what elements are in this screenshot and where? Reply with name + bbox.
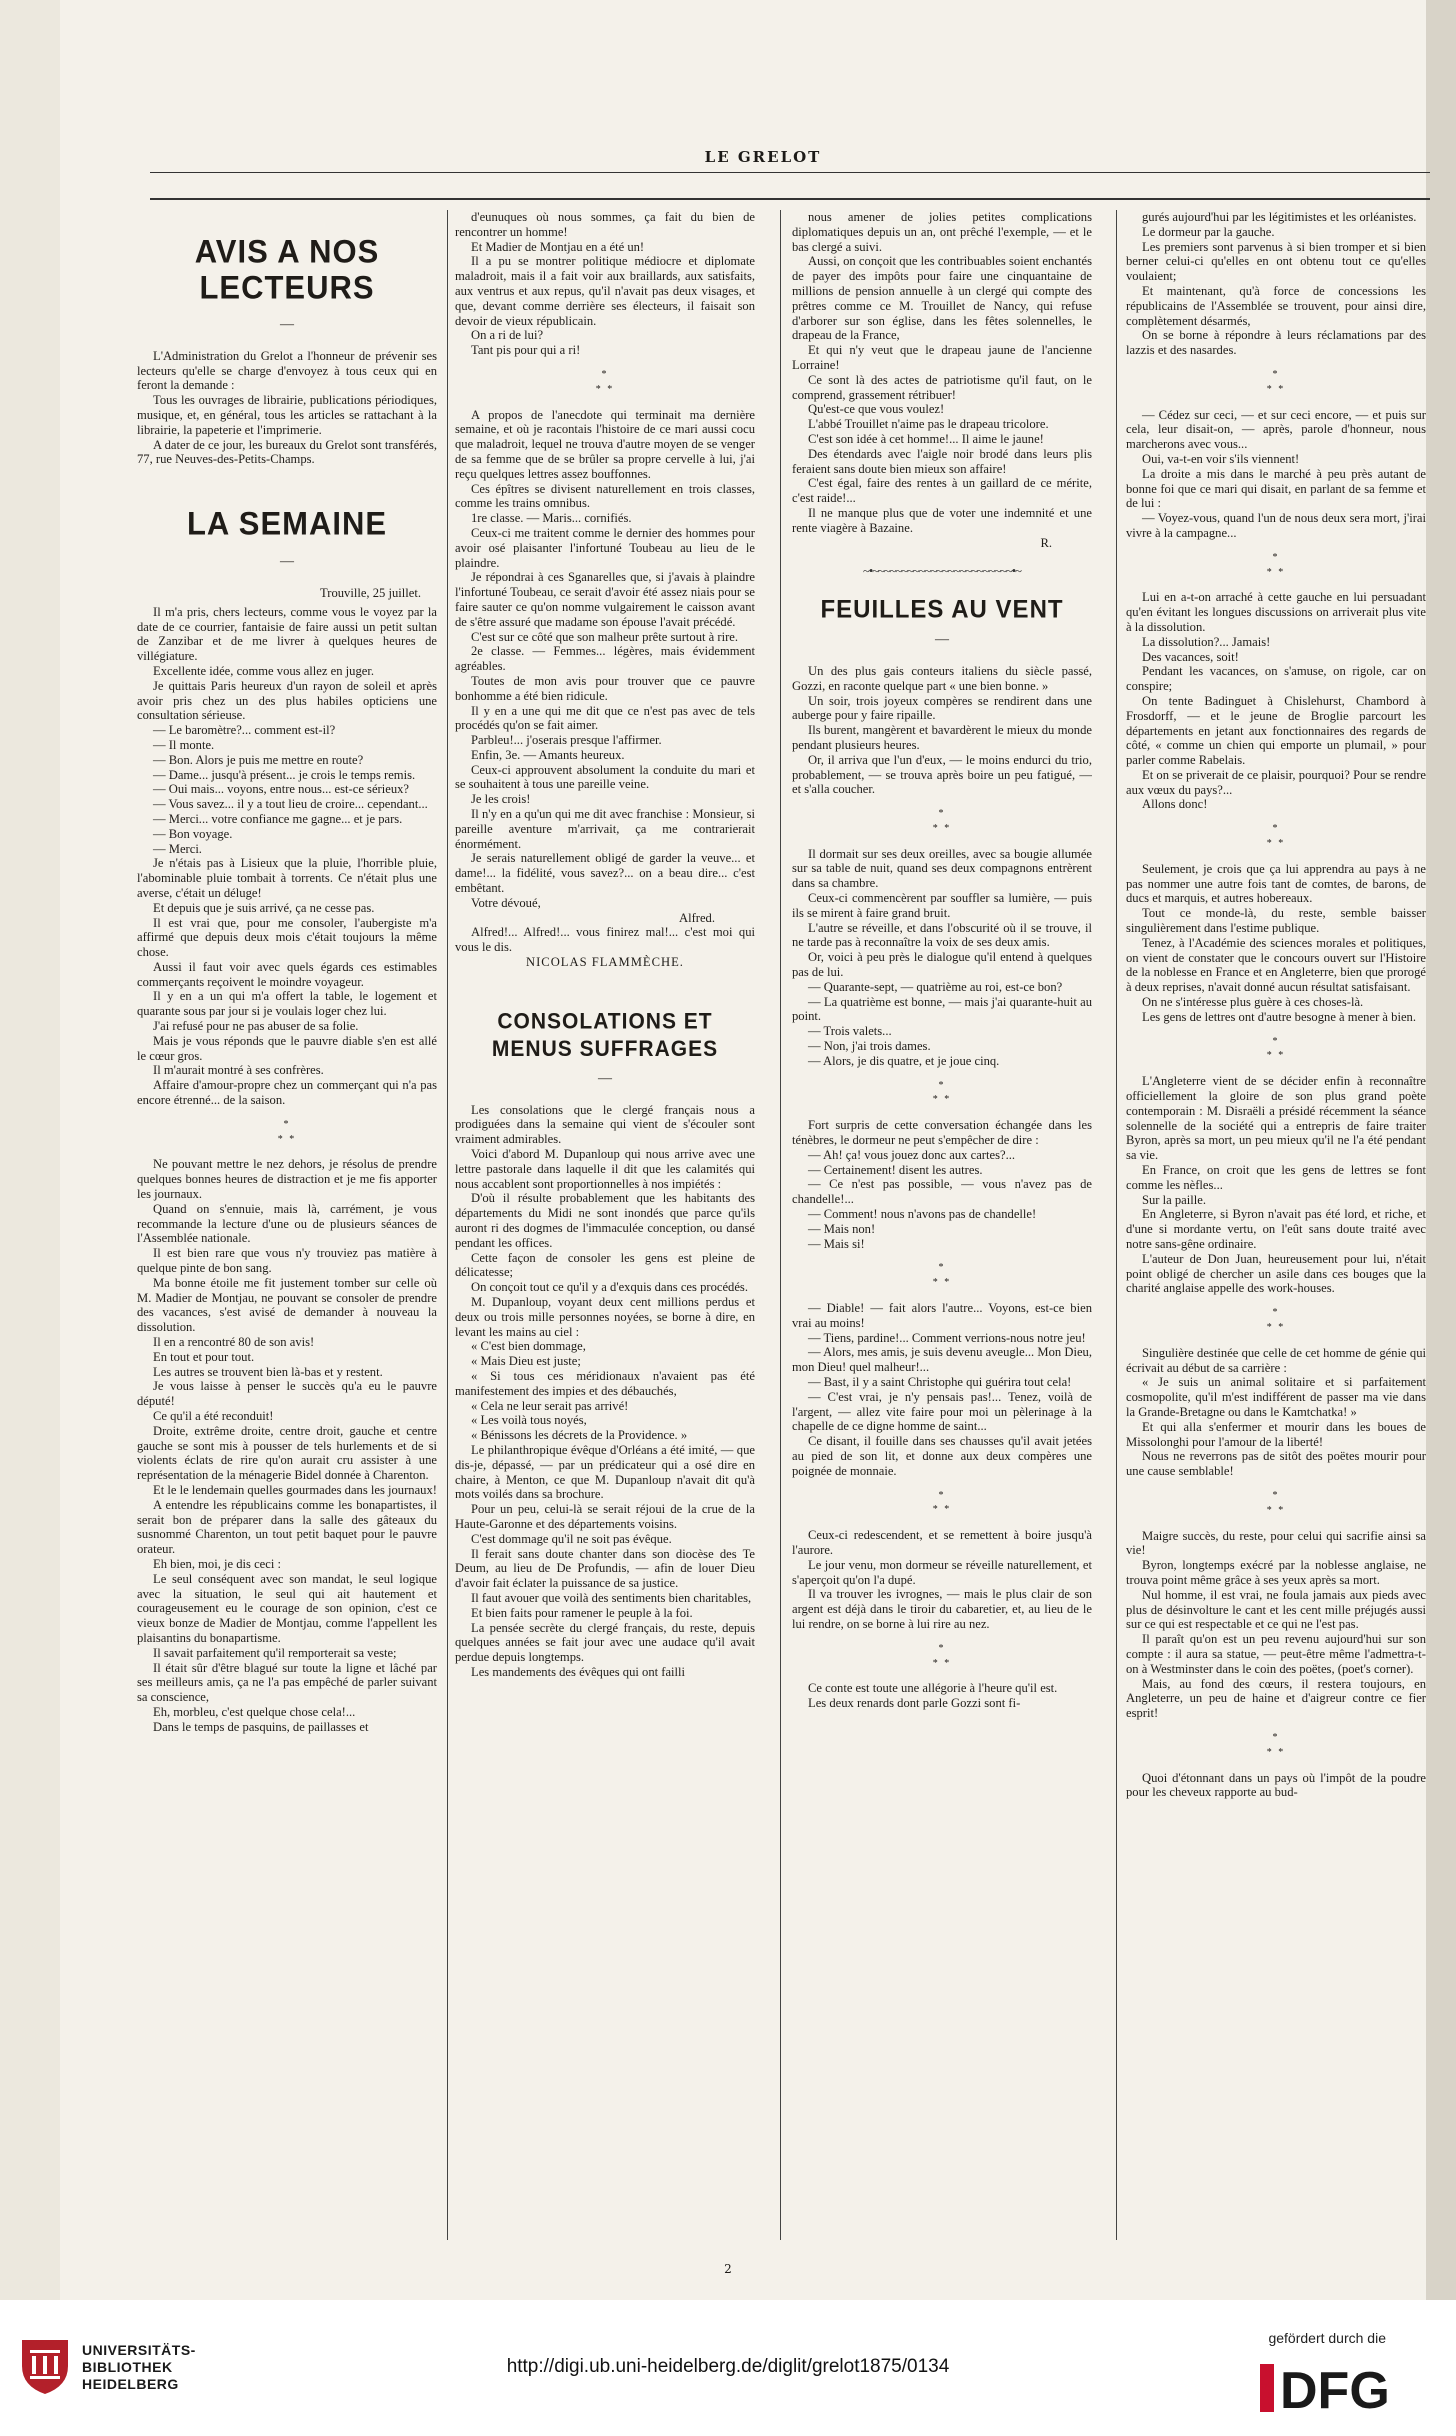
avis-heading: AVIS A NOS LECTEURS	[194, 233, 380, 306]
paragraph: — Ah! ça! vous jouez donc aux cartes?...	[808, 1147, 1016, 1162]
paragraph: — Trois valets...	[808, 1024, 892, 1039]
paragraph: Enfin, 3e. — Amants heureux.	[471, 747, 625, 762]
feuilles-continued-h	[1126, 1771, 1426, 1801]
dateline: Trouville, 25 juillet.	[320, 585, 421, 600]
paragraph: La pensée secrète du clergé français, du reste, depuis quelques années se fait jour avec une audace qu'il avait perdue depuis longtemps.	[455, 1620, 755, 1665]
paragraph: — Ce n'est pas possible, — vous n'avez pas de chandelle!...	[792, 1177, 1092, 1207]
paragraph: — Le baromètre?... comment est-il?	[153, 723, 336, 738]
separator-dash: —	[598, 1070, 612, 1086]
paragraph: — Dame... jusqu'à présent... je crois le temps remis.	[153, 767, 416, 782]
university-line: HEIDELBERG	[82, 2376, 179, 2392]
paragraph: Quoi d'étonnant dans un pays où l'impôt de la poudre pour les cheveux rapporte au bud-	[1126, 1770, 1426, 1800]
paragraph: « Si tous ces méridionaux n'avaient pas été manifestement des impies et des débauchés,	[455, 1368, 755, 1398]
paragraph: — Voyez-vous, quand l'un de nous deux sera mort, j'irai vivre à la campagne...	[1126, 511, 1426, 540]
paragraph: Eh, morbleu, c'est quelque chose cela!...	[153, 1704, 356, 1719]
paragraph: Il va trouver les ivrognes, — mais le plus clair de son argent est déjà dans le tiroir du cabaretier, et, au lieu de le lui rendre, on se borne à lui rire au nez.	[792, 1587, 1092, 1631]
paragraph: L'Administration du Grelot a l'honneur de prévenir ses lecteurs qu'elle se charge d'envoyez à tous ceux qui en feront la demande :	[137, 348, 437, 393]
paragraph: Ce qu'il a été reconduit!	[153, 1409, 274, 1423]
university-line: BIBLIOTHEK	[82, 2359, 173, 2375]
column-1	[137, 210, 437, 2240]
paragraph: M. Dupanloup, voyant deux cent millions perdus et deux ou trois mille personnes noyées, se borne à dire, en levant les mains au ciel :	[455, 1295, 755, 1339]
semaine-continued-a	[455, 210, 755, 358]
page-number: 2	[724, 2262, 732, 2276]
feuilles-continued-b	[1126, 408, 1426, 541]
section-stars: * * *	[932, 1262, 952, 1289]
digital-copy-url[interactable]: http://digi.ub.uni-heidelberg.de/diglit/grelot1875/0134	[506, 2356, 950, 2377]
feuilles-continued-g	[1126, 1529, 1426, 1721]
paragraph: Le philanthropique évêque d'Orléans a été imité, — que dis-je, dépassé, — par un prédicateur qui a osé dire en chaire, à Menton, ce que M. Dupanloup n'avait dit qu'à mots voilés dans sa brochure.	[455, 1442, 755, 1502]
paragraph: Singulière destinée que celle de cet homme de génie qui écrivait au début de sa carrière :	[1126, 1345, 1426, 1375]
paragraph: A dater de ce jour, les bureaux du Grelot sont transférés, 77, rue Neuves-des-Petits-Champs.	[137, 437, 437, 467]
feuilles-body-f	[792, 1681, 1092, 1711]
newspaper-header-title: LE GRELOT	[704, 148, 822, 166]
paragraph: Et qui alla s'enfermer et mourir dans les boues de Missolonghi pour l'amour de la liberté!	[1126, 1419, 1426, 1449]
section-stars: * * *	[932, 1642, 952, 1669]
paragraph: Lui en a-t-on arraché à cette gauche en lui persuadant qu'en évitant les longues discussions on arriverait plus vite à la dissolution.	[1126, 590, 1426, 634]
paragraph: Il était sûr d'être blagué sur toute la ligne et lâché par ses meilleurs amis, ça ne l'a pas empêché de parler suivant sa conscience,	[137, 1660, 437, 1705]
paragraph: Un soir, trois joyeux compères se rendirent dans une auberge pour y faire ripaille.	[792, 693, 1092, 723]
paragraph: Voici d'abord M. Dupanloup qui nous arrive avec une lettre pastorale dans laquelle il dit que les calamités qui nous accablent sont proportionnelles à nos impiétés :	[455, 1147, 755, 1191]
paragraph: Il en a rencontré 80 de son avis!	[153, 1335, 315, 1350]
university-line: UNIVERSITÄTS-	[82, 2342, 196, 2358]
separator-dash: —	[280, 317, 294, 332]
feuilles-body-d	[792, 1301, 1092, 1479]
paragraph: Le dormeur par la gauche.	[1142, 224, 1275, 239]
section-stars: * * *	[1266, 1731, 1286, 1758]
paragraph: — Alors, mes amis, je suis devenu aveugle... Mon Dieu, mon Dieu! quel malheur!...	[792, 1345, 1092, 1375]
paragraph: Et on se priverait de ce plaisir, pourquoi? Pour se rendre aux vœux du pays?...	[1126, 767, 1426, 797]
paragraph: Il savait parfaitement qu'il remporterait sa veste;	[153, 1645, 397, 1660]
paragraph: 2e classe. — Femmes... légères, mais évidemment agréables.	[455, 644, 755, 674]
section-stars: * * *	[932, 1079, 952, 1106]
paragraph: Droite, extrême droite, centre droit, gauche et centre gauche se sont mis à pousser de tels hurlements et de si violents éclats de rire qu'on aurait cru assister à une représentation de la ménagerie Bidel donnée à Charenton.	[137, 1423, 437, 1483]
paragraph: — Diable! — fait alors l'autre... Voyons, est-ce bien vrai au moins!	[792, 1301, 1092, 1330]
paragraph: Les autres se trouvent bien là-bas et y restent.	[153, 1364, 383, 1379]
paragraph: Fort surpris de cette conversation échangée dans les ténèbres, le dormeur ne peut s'empêcher de dire :	[792, 1118, 1092, 1148]
section-stars: * * *	[932, 1489, 952, 1516]
paragraph: Ce conte est toute une allégorie à l'heure qu'il est.	[808, 1681, 1058, 1696]
paragraph: — Mais si!	[808, 1236, 865, 1251]
paragraph: Mais je vous réponds que le pauvre diable s'en est allé le cœur gros.	[137, 1033, 437, 1063]
paragraph: Et le le lendemain quelles gourmades dans les journaux!	[153, 1482, 437, 1497]
feuilles-continued-a	[1126, 210, 1426, 358]
paragraph: — La quatrième est bonne, — mais j'ai quarante-huit au point.	[792, 994, 1092, 1024]
paragraph: Je quittais Paris heureux d'un rayon de soleil et après avoir pris chez un des plus habiles opticiens une consultation sérieuse.	[137, 678, 437, 723]
paragraph: Il y en a un qui m'a offert la table, le logement et quarante sous par jour si je voulais loger chez lui.	[137, 989, 437, 1019]
paragraph: D'où il résulte probablement que les habitants des départements du Midi ne sont inondés que parce qu'ils auront ri des dogmes de l'immaculée conception, ou dansé pendant les offices.	[455, 1191, 755, 1250]
paragraph: Je répondrai à ces Sganarelles que, si j'avais à plaindre l'infortuné Toubeau, ce serait d'avoir été assez niais pour se faire sauter ce qu'on nomme vulgairement le caisson avant de s'être assuré que madame son épouse l'avait précédé.	[455, 570, 755, 629]
paragraph: Tenez, à l'Académie des sciences morales et politiques, on vient de constater que le concours ouvert sur l'Histoire de la noblesse en France et en Angleterre, bien que prorogé à deux reprises, n'avait donné aucun résultat satisfaisant.	[1126, 935, 1426, 995]
paragraph: « C'est bien dommage,	[471, 1339, 586, 1354]
paragraph: La droite a mis dans le marché à peu près autant de bonne foi que ce mari qui disait, en parlant de sa femme et de lui :	[1126, 466, 1426, 511]
paragraph: Et depuis que je suis arrivé, ça ne cesse pas.	[153, 900, 375, 915]
paragraph: En tout et pour tout.	[153, 1349, 255, 1364]
section-stars: * * *	[1266, 1307, 1286, 1333]
section-stars: * * *	[595, 368, 615, 395]
paragraph: — C'est vrai, je n'y pensais pas!... Tenez, voilà de l'argent, — allez vite faire pour moi un pèlerinage à la chapelle de ce digne homme de saint...	[792, 1389, 1092, 1434]
page-left-margin	[0, 0, 60, 2300]
paragraph: C'est sur ce côté que son malheur prête surtout à rire.	[471, 629, 738, 644]
paragraph: Ces épîtres se divisent naturellement en trois classes, comme les trains omnibus.	[455, 481, 755, 511]
paragraph: En Angleterre, si Byron n'avait pas été lord, et riche, et d'une si mordante vertu, on l'eût sans doute traité avec notre sans-gêne ordinaire.	[1126, 1207, 1426, 1251]
paragraph: Il est vrai que, pour me consoler, l'aubergiste m'a affirmé que depuis deux mois c'était toujours la même chose.	[137, 915, 437, 960]
paragraph: Je serais naturellement obligé de garder la veuve... et dame!... la fidélité, vous savez?... on a beau dire... c'est embêtant.	[455, 851, 755, 896]
paragraph: Ne pouvant mettre le nez dehors, je résolus de prendre quelques bonnes heures de distraction et je me fis apporter les journaux.	[137, 1157, 437, 1202]
paragraph: Affaire d'amour-propre chez un commerçant qui n'a pas encore étrenné... de la saison.	[137, 1078, 437, 1108]
paragraph: — Alors, je dis quatre, et je joue cinq.	[808, 1053, 1000, 1068]
column-divider	[1116, 210, 1117, 2240]
page-right-edge	[1426, 0, 1456, 2300]
paragraph: Maigre succès, du reste, pour celui qui sacrifie ainsi sa vie!	[1126, 1528, 1426, 1558]
semaine-body-b	[137, 1157, 437, 1734]
paragraph: — Oui mais... voyons, entre nous... est-ce sérieux?	[153, 782, 410, 797]
column-divider	[447, 210, 448, 2240]
paragraph: Et maintenant, qu'à force de concessions les républicains de l'Assemblée se trouvent, pour ainsi dire, complètement désarmés,	[1126, 283, 1426, 328]
column-2	[455, 210, 755, 2240]
paragraph: Or, il arriva que l'un d'eux, — le moins endurci du trio, probablement, — se trouva après boire un peu fatigué, — et s'alla coucher.	[792, 752, 1092, 797]
paragraph: A propos de l'anecdote qui terminait ma dernière semaine, et où je racontais l'histoire de ce mari aussi cocu que maladroit, lequel ne trouva d'autre moyen de se venger de sa femme que de se brûler sa propre cervelle à lui, j'ai reçu quelques lettres assez bouffonnes.	[455, 407, 755, 481]
feuilles-continued-f	[1126, 1346, 1426, 1479]
paragraph: — Bast, il y a saint Christophe qui guérira tout cela!	[808, 1374, 1072, 1389]
paragraph: — Cédez sur ceci, — et sur ceci encore, — et puis sur cela, leur disait-on, — après, parole d'honneur, nous marcherons avec vous...	[1126, 407, 1426, 452]
feuilles-body-e	[792, 1528, 1092, 1632]
paragraph: 1re classe. — Maris... cornifiés.	[471, 511, 632, 526]
dfg-logo-icon	[1258, 2360, 1406, 2416]
column-4	[1126, 210, 1426, 2240]
paragraph: Il m'a pris, chers lecteurs, comme vous le voyez par la date de ce courrier, fantaisie de faire aussi un petit sultan de Zanzibar et de me livrer à quelques heures de villégiature.	[137, 604, 437, 664]
paragraph: L'abbé Trouillet n'aime pas le drapeau tricolore.	[808, 417, 1049, 432]
paragraph: Cette façon de consoler les gens est pleine de délicatesse;	[455, 1250, 755, 1280]
paragraph: J'ai refusé pour ne pas abuser de sa folie.	[153, 1019, 359, 1034]
section-stars: * * *	[1266, 551, 1286, 578]
paragraph: d'eunuques où nous sommes, ça fait du bien de rencontrer un homme!	[455, 210, 755, 239]
paragraph: Ce sont là des actes de patriotisme qu'il faut, on le comprend, grassement rétribuer!	[792, 372, 1092, 402]
header-rule-top	[150, 172, 1430, 173]
paragraph: Les consolations que le clergé français nous a prodiguées dans la semaine qui vient de s'écouler sont vraiment admirables.	[455, 1102, 755, 1147]
dfg-logo-text: DFG	[1280, 2362, 1390, 2416]
paragraph: « Bénissons les décrets de la Providence. »	[471, 1428, 688, 1443]
paragraph: — Certainement! disent les autres.	[808, 1162, 983, 1177]
paragraph: Dans le temps de pasquins, de paillasses et	[153, 1719, 369, 1734]
paragraph: nous amener de jolies petites complications diplomatiques depuis un an, ont prêché l'exemple, — et le bas clergé a suivi.	[792, 210, 1092, 254]
viewer-footer	[0, 2300, 1456, 2436]
separator-dash: —	[935, 632, 949, 648]
paragraph: Un des plus gais conteurs italiens du siècle passé, Gozzi, en raconte quelque part « une bien bonne. »	[792, 663, 1092, 693]
paragraph: Mais, au fond des cœurs, il restera toujours, en Angleterre, un peu de haine et d'aigreur contre ce fier esprit!	[1126, 1676, 1426, 1721]
section-stars: * * *	[932, 808, 952, 834]
paragraph: Il y en a une qui me dit que ce n'est pas avec de tels procédés qu'on se fait aimer.	[455, 703, 755, 733]
paragraph: — Comment! nous n'avons pas de chandelle!	[808, 1207, 1037, 1222]
consolations-continued	[792, 210, 1092, 536]
paragraph: — Mais non!	[808, 1221, 876, 1236]
paragraph: C'est son idée à cet homme!... Il aime le jaune!	[808, 431, 1044, 446]
paragraph: Il est bien rare que vous n'y trouviez pas matière à quelque pinte de bon sang.	[137, 1246, 437, 1276]
paragraph: Seulement, je crois que ça lui apprendra au pays à ne pas nommer une autre fois tant de comtes, de barons, de ducs et marquis, et autres hobereaux.	[1126, 861, 1426, 906]
semaine-body-a	[137, 605, 437, 1108]
feuilles-heading: FEUILLES AU VENT	[820, 595, 1064, 624]
paragraph: Je les crois!	[471, 792, 531, 807]
initial-signature: R.	[1040, 535, 1052, 550]
paragraph: Les premiers sont parvenus à si bien tromper et si bien berner celui-ci qu'elles en ont obtenu tout ce qu'elles voulaient;	[1126, 239, 1426, 284]
paragraph: Ceux-ci approuvent absolument la conduite du mari et se souhaitent à tous une pareille veine.	[455, 762, 755, 792]
funded-by-label: gefördert durch die	[1268, 2330, 1386, 2346]
paragraph: L'auteur de Don Juan, heureusement pour lui, n'était point obligé de chercher un asile dans ces bouges que la charité anglaise appelle des work-houses.	[1126, 1251, 1426, 1296]
paragraph: Tant pis pour qui a ri!	[471, 343, 581, 358]
section-stars: * * *	[1266, 368, 1286, 395]
header-rule-bottom	[150, 198, 1430, 200]
paragraph: Quand on s'ennuie, mais là, carrément, je vous recommande la lecture d'une ou de plusieurs séances de l'Assemblée nationale.	[137, 1201, 437, 1246]
paragraph: Sur la paille.	[1142, 1192, 1207, 1207]
feuilles-continued-e	[1126, 1074, 1426, 1296]
paragraph: — Merci... votre confiance me gagne... et je pars.	[153, 811, 403, 826]
paragraph: Nul homme, il est vrai, ne foula jamais aux pieds avec plus de désinvolture le cant et les cent mille préjugés aussi sur ce qui est respectable et ce qui ne l'est pas.	[1126, 1587, 1426, 1632]
paragraph: C'est égal, faire des rentes à un gaillard de ce mérite, c'est raide!...	[792, 476, 1092, 506]
paragraph: — Quarante-sept, — quatrième au roi, est-ce bon?	[808, 979, 1063, 994]
column-divider	[780, 210, 781, 2240]
paragraph: Ceux-ci commencèrent par souffler sa lumière, — puis ils se mirent à faire grand bruit.	[792, 891, 1092, 920]
paragraph: On ne s'intéresse plus guère à ces choses-là.	[1142, 995, 1364, 1010]
semaine-continued-c	[455, 925, 755, 955]
paragraph: Ma bonne étoile me fit justement tomber sur celle où M. Madier de Montjau, ne pouvant se consoler de prendre des vacances, s'est avisé de demander à nouveau la dissolution.	[137, 1275, 437, 1335]
paragraph: Il dormait sur ses deux oreilles, avec sa bougie allumée sur sa table de nuit, quand ses deux compagnons entrèrent dans sa chambre.	[792, 846, 1092, 891]
paragraph: — Merci.	[153, 841, 202, 856]
paragraph: Les gens de lettres ont d'autre besogne à mener à bien.	[1142, 1009, 1416, 1024]
paragraph: Nous ne reverrons pas de sitôt des poëtes mourir pour une cause semblable!	[1126, 1449, 1426, 1479]
paragraph: Tout ce monde-là, du reste, semble baisser singulièrement dans l'estime publique.	[1126, 906, 1426, 936]
column-3	[792, 210, 1092, 2240]
section-stars: * * *	[1266, 1035, 1286, 1062]
paragraph: On tente Badinguet à Chislehurst, Chambord à Frosdorff, — et le jeune de Broglie parcourt les départements en jetant aux fonctionnaires des regards de côté, « comme un chien qui emporte un plumail, » pour parler comme Rabelais.	[1126, 693, 1426, 768]
feuilles-continued-d	[1126, 862, 1426, 1025]
paragraph: On conçoit tout ce qu'il y a d'exquis dans ces procédés.	[471, 1280, 748, 1295]
feuilles-body-c	[792, 1118, 1092, 1251]
paragraph: — Non, j'ai trois dames.	[808, 1039, 931, 1054]
paragraph: Il n'y en a qu'un qui me dit avec franchise : Monsieur, si pareille aventure m'arrivait, ça me contrarierait énormément.	[455, 807, 755, 851]
paragraph: Il ferait sans doute chanter dans son diocèse des Te Deum, au lieu de De Profundis, — afin de louer Dieu d'avoir fait éclater la puissance de sa justice.	[455, 1546, 755, 1591]
paragraph: Aussi il faut voir avec quels égards ces estimables commerçants reçoivent le moindre voyageur.	[137, 959, 437, 989]
paragraph: — Vous savez... il y a tout lieu de croire... cependant...	[153, 797, 428, 812]
paragraph: Il faut avouer que voilà des sentiments bien charitables,	[471, 1590, 752, 1605]
paragraph: Les mandements des évêques qui ont failli	[471, 1664, 686, 1679]
paragraph: Oui, va-t-en voir s'ils viennent!	[1142, 451, 1300, 466]
paragraph: Allons donc!	[1142, 797, 1208, 812]
paragraph: Le jour venu, mon dormeur se réveille naturellement, et s'aperçoit qu'on l'a dupé.	[792, 1557, 1092, 1587]
letter-signature: Alfred.	[678, 910, 715, 925]
paragraph: Il m'aurait montré à ses confrères.	[153, 1063, 324, 1078]
paragraph: — Il monte.	[153, 737, 215, 752]
paragraph: Byron, longtemps exécré par la noblesse anglaise, ne trouva point même grâce à ses yeux après sa mort.	[1126, 1558, 1426, 1587]
paragraph: Pour un peu, celui-là se serait réjoui de la crue de la Haute-Garonne et des départements voisins.	[455, 1502, 755, 1531]
paragraph: Qu'est-ce que vous voulez!	[808, 402, 945, 417]
feuilles-body-a	[792, 664, 1092, 797]
paragraph: La dissolution?... Jamais!	[1142, 634, 1271, 649]
feuilles-continued-c	[1126, 590, 1426, 812]
paragraph: Votre dévoué,	[471, 895, 541, 910]
avis-body	[137, 349, 437, 467]
section-stars: * * *	[277, 1118, 297, 1145]
semaine-heading: LA SEMAINE	[186, 505, 388, 543]
paragraph: Il ne manque plus que de voter une indemnité et une rente viagère à Bazaine.	[792, 505, 1092, 535]
paragraph: L'autre se réveille, et dans l'obscurité où il se trouve, il ne tarde pas à reconnaître la voix de ses deux amis.	[792, 920, 1092, 950]
section-stars: * * *	[1266, 1489, 1286, 1516]
paragraph: Ceux-ci me traitent comme le dernier des hommes pour avoir osé plaisanter l'infortuné Toubeau au lieu de le plaindre.	[455, 525, 755, 570]
paragraph: Et qui n'y veut que le drapeau jaune de l'ancienne Lorraine!	[792, 343, 1092, 372]
paragraph: Et Madier de Montjau en a été un!	[471, 239, 645, 254]
paragraph: Alfred!... Alfred!... vous finirez mal!... c'est moi qui vous le dis.	[455, 925, 755, 955]
separator-dash: —	[280, 554, 294, 570]
paragraph: « Cela ne leur serait pas arrivé!	[471, 1398, 629, 1413]
paragraph: A entendre les républicains comme les bonapartistes, il serait bon de préparer dans la salle des gâteaux du susnommé Charenton, un tout petit baquet pour le pauvre orateur.	[137, 1497, 437, 1557]
paragraph: Je n'étais pas à Lisieux que la pluie, l'horrible pluie, l'abominable pluie tombait à torrents. Ce n'était plus une averse, c'était un déluge!	[137, 856, 437, 900]
paragraph: — Bon voyage.	[153, 826, 233, 841]
paragraph: « Les voilà tous noyés,	[471, 1413, 587, 1428]
paragraph: On a ri de lui?	[471, 328, 544, 343]
paragraph: Toutes de mon avis pour trouver que ce pauvre bonhomme a été bien ridicule.	[455, 673, 755, 703]
paragraph: Ce disant, il fouille dans ses chausses qu'il avait jetées au pied de son lit, et donne aux deux compères une poignée de monnaie.	[792, 1434, 1092, 1478]
paragraph: Et bien faits pour ramener le peuple à la foi.	[471, 1605, 693, 1620]
paragraph: En France, on croit que les gens de lettres se font comme les nèfles...	[1126, 1163, 1426, 1192]
paragraph: Parbleu!... j'oserais presque l'affirmer.	[471, 733, 662, 748]
paragraph: Il paraît qu'on est un peu revenu aujourd'hui sur son compte : il aura sa statue, — peut-être même l'admettra-t-on à Westminster dans le coin des poëtes, (poet's corner).	[1126, 1632, 1426, 1676]
paragraph: L'Angleterre vient de se décider enfin à reconnaître officiellement la gloire de son plus grand poète contemporain : M. Disraëli a présidé récemment la séance solennelle de la société qui a entrepris de faire traiter Byron, après sa mort, un peu mieux qu'il ne l'a été pendant sa vie.	[1126, 1074, 1426, 1163]
paragraph: Les deux renards dont parle Gozzi sont fi-	[808, 1696, 1021, 1711]
paragraph: Aussi, on conçoit que les contribuables soient enchantés de payer des impôts pour faire une cinquantaine de millions de pension annuelle à un clergé qui compte des prêtres comme ce M. Trouillet de Nancy, qui refuse d'arborer sur son église, dans les fêtes solennelles, le drapeau de la France,	[792, 254, 1092, 343]
paragraph: Il a pu se montrer politique médiocre et diplomate maladroit, mais il a fait voir aux braillards, aux satisfaits, aux ventrus et aux repus, qu'il n'avait pas deux visages, et que, devant comme derrière ses électeurs, il faisait son devoir de vieux républicain.	[455, 254, 755, 328]
paragraph: — Tiens, pardine!... Comment verrions-nous notre jeu!	[808, 1330, 1086, 1345]
paragraph: — Bon. Alors je puis me mettre en route?	[153, 752, 364, 767]
semaine-continued-b	[455, 408, 755, 911]
paragraph: On se borne à répondre à leurs réclamations par des lazzis et des nasardes.	[1126, 328, 1426, 358]
paragraph: Je vous laisse à penser le succès qu'a eu le pauvre député!	[137, 1379, 437, 1409]
paragraph: « Mais Dieu est juste;	[471, 1354, 581, 1369]
consolations-body	[455, 1103, 755, 1680]
paragraph: Pendant les vacances, on s'amuse, on rigole, car on conspire;	[1126, 664, 1426, 694]
paragraph: Ceux-ci redescendent, et se remettent à boire jusqu'à l'aurore.	[792, 1528, 1092, 1557]
paragraph: Excellente idée, comme vous allez en juger.	[153, 663, 374, 678]
paragraph: Des vacances, soit!	[1142, 649, 1239, 664]
section-stars: * * *	[1266, 823, 1286, 850]
paragraph: Le seul conséquent avec son mandat, le seul logique avec la situation, le seul qui ait hautement et courageusement eu le courage de son opinion, c'est ce vieux bonze de Madier de Montjau, comme l'appellent les plaisantins du bonapartisme.	[137, 1571, 437, 1645]
paragraph: gurés aujourd'hui par les légitimistes et les orléanistes.	[1142, 210, 1417, 224]
paragraph: Ils burent, mangèrent et bavardèrent le mieux du monde pendant plusieurs heures.	[792, 723, 1092, 752]
paragraph: « Je suis un animal solitaire et si parfaitement cosmopolite, qu'il m'est indifférent de passer ma vie dans la Grande-Bretagne ou dans le Kamtchatka! »	[1126, 1375, 1426, 1419]
ornamental-divider: ~•~~~~~~~~~~~~~~~~~~~~~~~~•~	[863, 564, 1021, 579]
author-signature: NICOLAS FLAMMÈCHE.	[526, 955, 684, 970]
paragraph: Tous les ouvrages de librairie, publications périodiques, musique, et, en général, tous les articles se rattachant à la librairie, la papeterie et l'imprimerie.	[137, 393, 437, 437]
consolations-heading: CONSOLATIONS ET MENUS SUFFRAGES	[491, 1009, 719, 1062]
feuilles-body-b	[792, 847, 1092, 1069]
paragraph: Eh bien, moi, je dis ceci :	[153, 1556, 282, 1571]
paragraph: C'est dommage qu'il ne soit pas évêque.	[471, 1531, 672, 1546]
paragraph: Or, voici à peu près le dialogue qu'il entend à quelques pas de lui.	[792, 950, 1092, 980]
paragraph: Des étendards avec l'aigle noir brodé dans leurs plis feraient sans doute bien mieux son affaire!	[792, 446, 1092, 476]
